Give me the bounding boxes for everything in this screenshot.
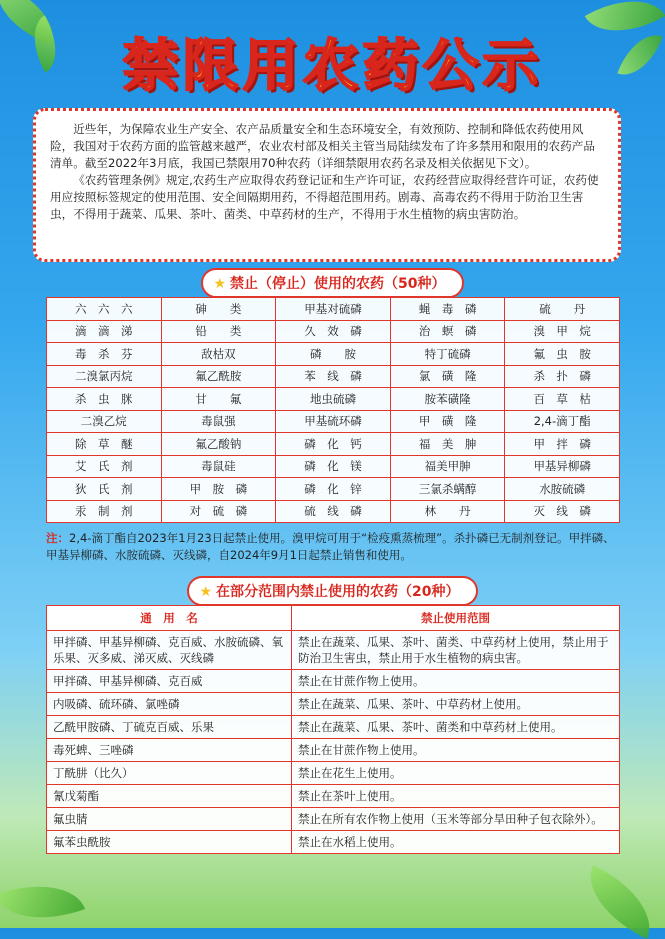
table-cell: 艾 氏 剂: [47, 455, 162, 478]
table-cell: 福 美 胂: [390, 433, 505, 456]
table-cell: 除 草 醚: [47, 433, 162, 456]
table-cell: 特丁硫磷: [390, 343, 505, 366]
star-icon: ★: [213, 276, 227, 292]
star-icon: ★: [199, 584, 213, 600]
table-cell: 甲 磺 隆: [390, 410, 505, 433]
table-row: [47, 808, 620, 831]
table-cell: 汞 制 剂: [47, 500, 162, 523]
table-cell: 甲基硫环磷: [276, 410, 391, 433]
table-row: [47, 670, 620, 693]
restriction-scope-cell: 禁止在花生上使用。: [292, 762, 620, 785]
table-cell: 2,4-滴丁酯: [505, 410, 620, 433]
table-cell: 灭 线 磷: [505, 500, 620, 523]
table-row: [47, 433, 620, 456]
table-cell: 苯 线 磷: [276, 365, 391, 388]
table-cell: 甲基异柳磷: [505, 455, 620, 478]
pesticide-name-cell: 丁酰肼（比久）: [47, 762, 292, 785]
restriction-scope-cell: 禁止在所有农作物上使用（玉米等部分旱田种子包衣除外）。: [292, 808, 620, 831]
table-row: [47, 500, 620, 523]
table-cell: 胺苯磺隆: [390, 388, 505, 411]
table-row: [47, 631, 620, 670]
table-cell: 福美甲胂: [390, 455, 505, 478]
restricted-table: [46, 605, 620, 854]
intro-paragraph: 近些年，为保障农业生产安全、农产品质量安全和生态环境安全，有效预防、控制和降低农药使用风险，我国对于农药方面的监管越来越严，农业农村部及相关主管当局陆续发布了许多禁用和限用的农药产品清单。截至2022年3月底，我国已禁限用70种农药（详细禁限用农药名录及相关依据见下文）。: [50, 122, 595, 170]
table-cell: 敌枯双: [161, 343, 276, 366]
table-cell: 水胺硫磷: [505, 478, 620, 501]
table-cell: 溴 甲 烷: [505, 320, 620, 343]
table-cell: 久 效 磷: [276, 320, 391, 343]
table-cell: 氟乙酰胺: [161, 365, 276, 388]
table-cell: 甲 胺 磷: [161, 478, 276, 501]
banned-section-header: [0, 268, 665, 298]
table-row: [47, 831, 620, 854]
table-cell: 三氯杀螨醇: [390, 478, 505, 501]
table-cell: 狄 氏 剂: [47, 478, 162, 501]
table-row: [47, 785, 620, 808]
column-header-scope: 禁止使用范围: [292, 606, 620, 631]
note-text: 2,4-滴丁酯自2023年1月23日起禁止使用。溴甲烷可用于“检疫熏蒸梳理”。杀扑磷已无制剂登记。甲拌磷、甲基异柳磷、水胺硫磷、灭线磷，自2024年9月1日起禁止销售和使用。: [46, 531, 615, 562]
table-cell: 蝇 毒 磷: [390, 298, 505, 321]
table-cell: 氟 虫 胺: [505, 343, 620, 366]
pesticide-name-cell: 甲拌磷、甲基异柳磷、克百威、水胺硫磷、氧乐果、灭多威、涕灭威、灭线磷: [47, 631, 292, 670]
table-cell: 二溴氯丙烷: [47, 365, 162, 388]
pesticide-name-cell: 毒死蜱、三唑磷: [47, 739, 292, 762]
pesticide-name-cell: 内吸磷、硫环磷、氯唑磷: [47, 693, 292, 716]
pesticide-name-cell: 氟苯虫酰胺: [47, 831, 292, 854]
table-cell: 对 硫 磷: [161, 500, 276, 523]
table-cell: 甘 氟: [161, 388, 276, 411]
banned-note: [46, 530, 620, 564]
table-cell: 硫 丹: [505, 298, 620, 321]
intro-paragraph: 《农药管理条例》规定,农药生产应取得农药登记证和生产许可证，农药经营应取得经营许可证，农药使用应按照标签规定的使用范围、安全间隔期用药，不得超范围用药。剧毒、高毒农药不得用于防治卫生害虫，不得用于蔬菜、瓜果、茶叶、菌类、中草药材的生产，不得用于水生植物的病虫害防治。: [50, 173, 599, 221]
restriction-scope-cell: 禁止在蔬菜、瓜果、茶叶、中草药材上使用。: [292, 693, 620, 716]
restriction-scope-cell: 禁止在水稻上使用。: [292, 831, 620, 854]
table-row: [47, 388, 620, 411]
table-cell: 地虫硫磷: [276, 388, 391, 411]
table-cell: 林 丹: [390, 500, 505, 523]
table-cell: 硫 线 磷: [276, 500, 391, 523]
table-cell: 磷 化 钙: [276, 433, 391, 456]
restricted-section-header: [0, 576, 665, 606]
note-label: 注：: [46, 531, 69, 545]
table-row: [47, 455, 620, 478]
table-cell: 毒 杀 芬: [47, 343, 162, 366]
table-row: [47, 693, 620, 716]
table-cell: 毒鼠强: [161, 410, 276, 433]
column-header-name: 通 用 名: [47, 606, 292, 631]
table-cell: 磷 胺: [276, 343, 391, 366]
table-cell: 百 草 枯: [505, 388, 620, 411]
table-row: [47, 365, 620, 388]
table-row: [47, 410, 620, 433]
table-cell: 砷 类: [161, 298, 276, 321]
restriction-scope-cell: 禁止在蔬菜、瓜果、茶叶、菌类和中草药材上使用。: [292, 716, 620, 739]
pesticide-name-cell: 氰戊菊酯: [47, 785, 292, 808]
banned-table: [46, 297, 620, 523]
table-cell: 滴 滴 涕: [47, 320, 162, 343]
table-row: [47, 320, 620, 343]
table-cell: 治 螟 磷: [390, 320, 505, 343]
table-row: [47, 478, 620, 501]
restriction-scope-cell: 禁止在蔬菜、瓜果、茶叶、菌类、中草药材上使用，禁止用于防治卫生害虫，禁止用于水生植物的病虫害。: [292, 631, 620, 670]
table-cell: 氯 磺 隆: [390, 365, 505, 388]
restricted-header-text: 在部分范围内禁止使用的农药（20种）: [216, 584, 460, 600]
intro-box: [33, 108, 621, 262]
table-cell: 铅 类: [161, 320, 276, 343]
table-row: [47, 762, 620, 785]
table-row: [47, 716, 620, 739]
restriction-scope-cell: 禁止在甘蔗作物上使用。: [292, 670, 620, 693]
table-row: [47, 739, 620, 762]
pesticide-name-cell: 甲拌磷、甲基异柳磷、克百威: [47, 670, 292, 693]
pesticide-name-cell: 乙酰甲胺磷、丁硫克百威、乐果: [47, 716, 292, 739]
pesticide-name-cell: 氟虫腈: [47, 808, 292, 831]
table-cell: 杀 扑 磷: [505, 365, 620, 388]
table-cell: 六 六 六: [47, 298, 162, 321]
table-row: [47, 343, 620, 366]
table-cell: 二溴乙烷: [47, 410, 162, 433]
table-cell: 毒鼠硅: [161, 455, 276, 478]
table-cell: 磷 化 镁: [276, 455, 391, 478]
restriction-scope-cell: 禁止在茶叶上使用。: [292, 785, 620, 808]
table-cell: 甲基对硫磷: [276, 298, 391, 321]
table-row: [47, 298, 620, 321]
banned-header-text: 禁止（停止）使用的农药（50种）: [230, 276, 446, 292]
table-cell: 甲 拌 磷: [505, 433, 620, 456]
leaf-decoration: [0, 868, 85, 937]
table-cell: 磷 化 锌: [276, 478, 391, 501]
table-cell: 杀 虫 脒: [47, 388, 162, 411]
table-cell: 氟乙酸钠: [161, 433, 276, 456]
page-title: 禁限用农药公示: [122, 34, 543, 99]
restriction-scope-cell: 禁止在甘蔗作物上使用。: [292, 739, 620, 762]
